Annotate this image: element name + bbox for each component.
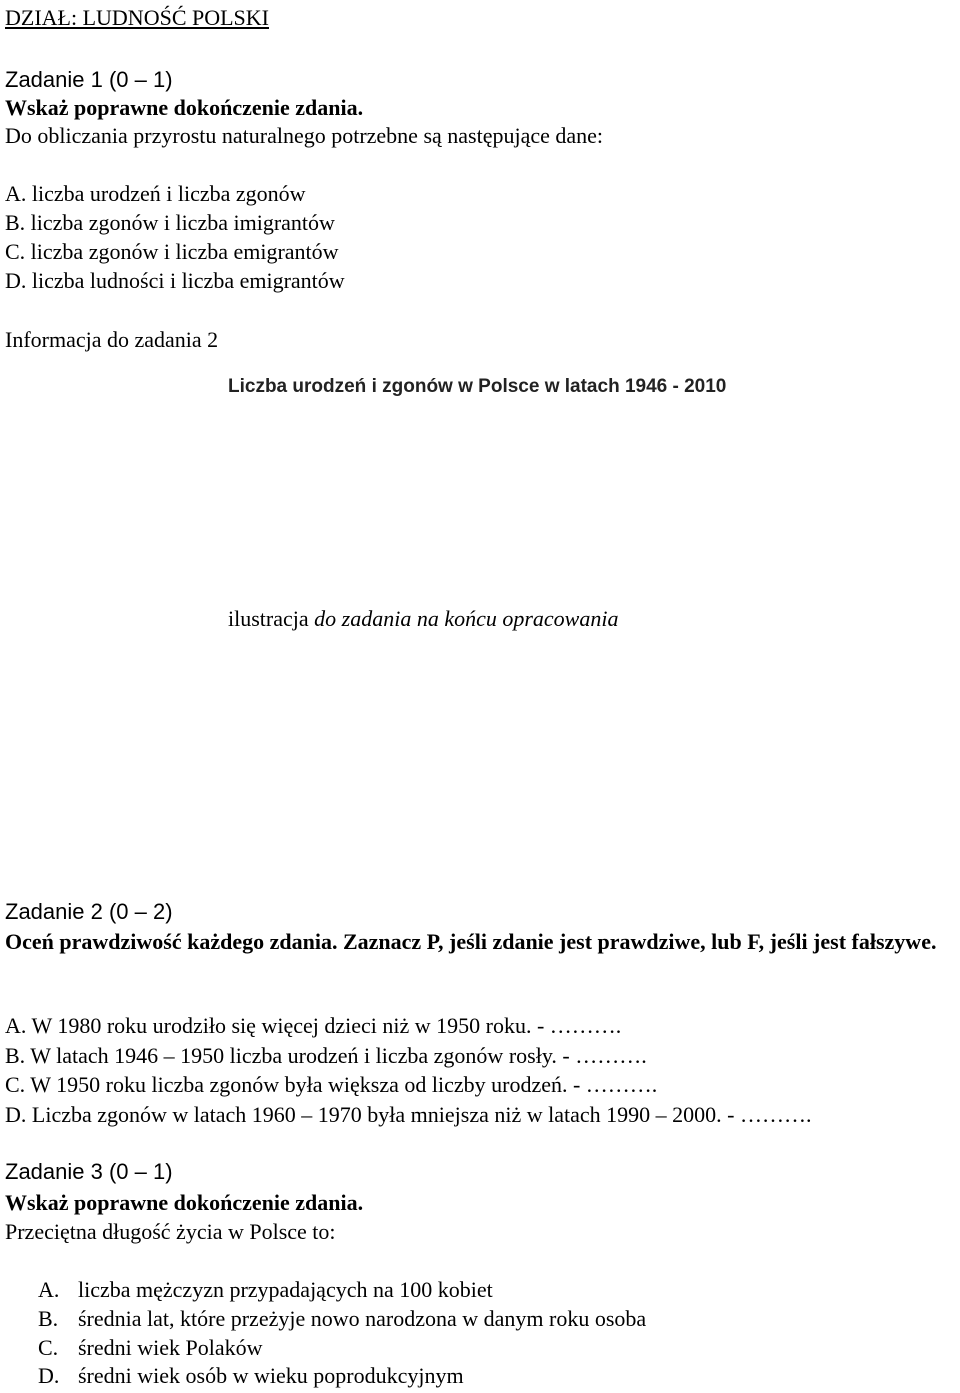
option-text: średni wiek Polaków bbox=[78, 1335, 263, 1360]
task2-heading: Zadanie 2 (0 – 2) bbox=[5, 899, 173, 924]
chart-title: Liczba urodzeń i zgonów w Polsce w latach 1946 - 2010 bbox=[228, 376, 727, 397]
task1-option-d: D. liczba ludności i liczba emigrantów bbox=[5, 268, 345, 293]
task1-question: Do obliczania przyrostu naturalnego potrzebne są następujące dane: bbox=[5, 123, 604, 148]
option-letter: C. bbox=[38, 1335, 59, 1360]
task3-option-d bbox=[38, 1362, 464, 1390]
option-text: liczba mężczyzn przypadających na 100 kobiet bbox=[78, 1277, 493, 1302]
task2-statement-a: A. W 1980 roku urodziło się więcej dzieci niż w 1950 roku. - ………. bbox=[5, 1013, 622, 1038]
task3-heading: Zadanie 3 (0 – 1) bbox=[5, 1159, 173, 1184]
task1-instruction: Wskaż poprawne dokończenie zdania. bbox=[5, 95, 364, 120]
task1-option-c: C. liczba zgonów i liczba emigrantów bbox=[5, 239, 339, 264]
info2-heading: Informacja do zadania 2 bbox=[5, 327, 219, 352]
option-letter: B. bbox=[38, 1306, 59, 1331]
task3-option-c bbox=[38, 1334, 263, 1362]
task3-option-a bbox=[38, 1276, 493, 1304]
task2-statement-b: B. W latach 1946 – 1950 liczba urodzeń i liczba zgonów rosły. - ………. bbox=[5, 1043, 647, 1068]
illustration-word: ilustracja bbox=[228, 606, 309, 631]
task3-instruction: Wskaż poprawne dokończenie zdania. bbox=[5, 1190, 364, 1215]
task3-option-b bbox=[38, 1305, 646, 1333]
option-letter: A. bbox=[38, 1277, 60, 1302]
page-title: DZIAŁ: LUDNOŚĆ POLSKI bbox=[5, 5, 269, 30]
task1-heading: Zadanie 1 (0 – 1) bbox=[5, 67, 173, 92]
option-letter: D. bbox=[38, 1363, 60, 1388]
illustration-note bbox=[228, 606, 618, 632]
task3-question: Przeciętna długość życia w Polsce to: bbox=[5, 1219, 336, 1244]
option-text: średnia lat, które przeżyje nowo narodzona w danym roku osoba bbox=[78, 1306, 647, 1331]
task1-option-a: A. liczba urodzeń i liczba zgonów bbox=[5, 181, 306, 206]
option-text: średni wiek osób w wieku poprodukcyjnym bbox=[78, 1363, 464, 1388]
task2-statement-c: C. W 1950 roku liczba zgonów była większa od liczby urodzeń. - ………. bbox=[5, 1072, 658, 1097]
task1-option-b: B. liczba zgonów i liczba imigrantów bbox=[5, 210, 335, 235]
task2-instruction: Oceń prawdziwość każdego zdania. Zaznacz P, jeśli zdanie jest prawdziwe, lub F, jeśli jest fałszywe. bbox=[5, 929, 937, 954]
task2-statement-d: D. Liczba zgonów w latach 1960 – 1970 była mniejsza niż w latach 1990 – 2000. - ………. bbox=[5, 1102, 812, 1127]
illustration-note-text: do zadania na końcu opracowania bbox=[314, 606, 619, 631]
